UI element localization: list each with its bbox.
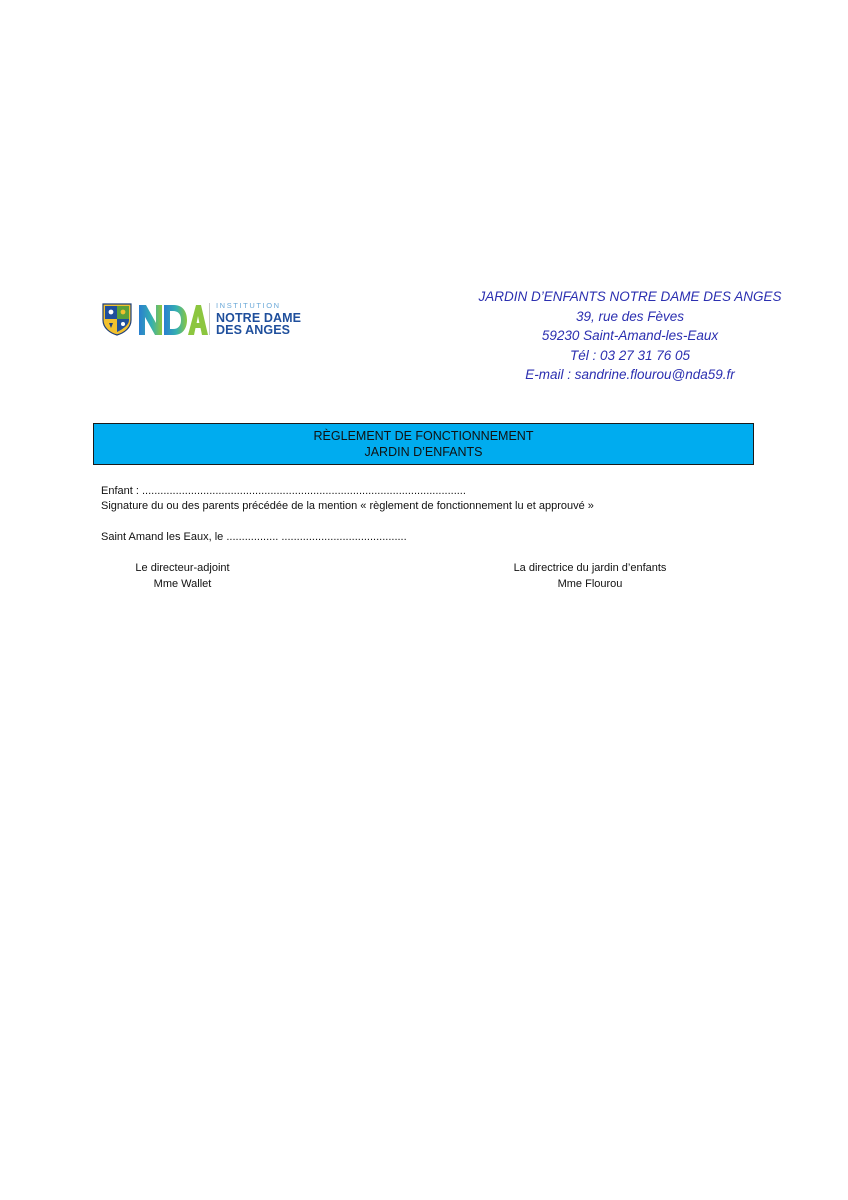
signature-left xyxy=(110,560,255,592)
enfant-line: Enfant : .......................................................................................................... xyxy=(101,485,466,497)
address-block xyxy=(440,287,820,385)
right-signatory-role: La directrice du jardin d’enfants xyxy=(513,562,667,574)
logo-name-line1: NOTRE DAME xyxy=(216,310,302,325)
address-phone: Tél : 03 27 31 76 05 xyxy=(569,347,691,363)
signature-right xyxy=(490,560,690,592)
logo-name-line2: DES ANGES xyxy=(216,322,291,337)
banner-title-line1: RÈGLEMENT DE FONCTIONNEMENT xyxy=(313,429,534,443)
address-school-name: JARDIN D’ENFANTS NOTRE DAME DES ANGES xyxy=(478,289,782,304)
address-email: E-mail : sandrine.flourou@nda59.fr xyxy=(525,367,735,383)
right-signatory-name: Mme Flourou xyxy=(557,578,623,590)
signature-instruction: Signature du ou des parents précédée de la mention « règlement de fonctionnement lu et approuvé » xyxy=(101,500,594,512)
logo-wordmark xyxy=(216,302,316,336)
title-banner xyxy=(93,423,754,465)
place-date-line: Saint Amand les Eaux, le ................. ......................................... xyxy=(101,531,407,543)
logo-divider xyxy=(209,303,210,335)
left-signatory-role: Le directeur-adjoint xyxy=(135,562,230,574)
institution-logo xyxy=(102,300,317,340)
address-city: 59230 Saint-Amand-les-Eaux xyxy=(541,328,719,344)
nda-logo-mark xyxy=(138,304,208,336)
banner-title-line2: JARDIN D’ENFANTS xyxy=(364,445,483,459)
logo-institution-word: INSTITUTION xyxy=(216,301,281,310)
address-street: 39, rue des Fèves xyxy=(575,308,685,324)
left-signatory-name: Mme Wallet xyxy=(153,578,212,590)
coat-of-arms-icon xyxy=(102,303,132,336)
